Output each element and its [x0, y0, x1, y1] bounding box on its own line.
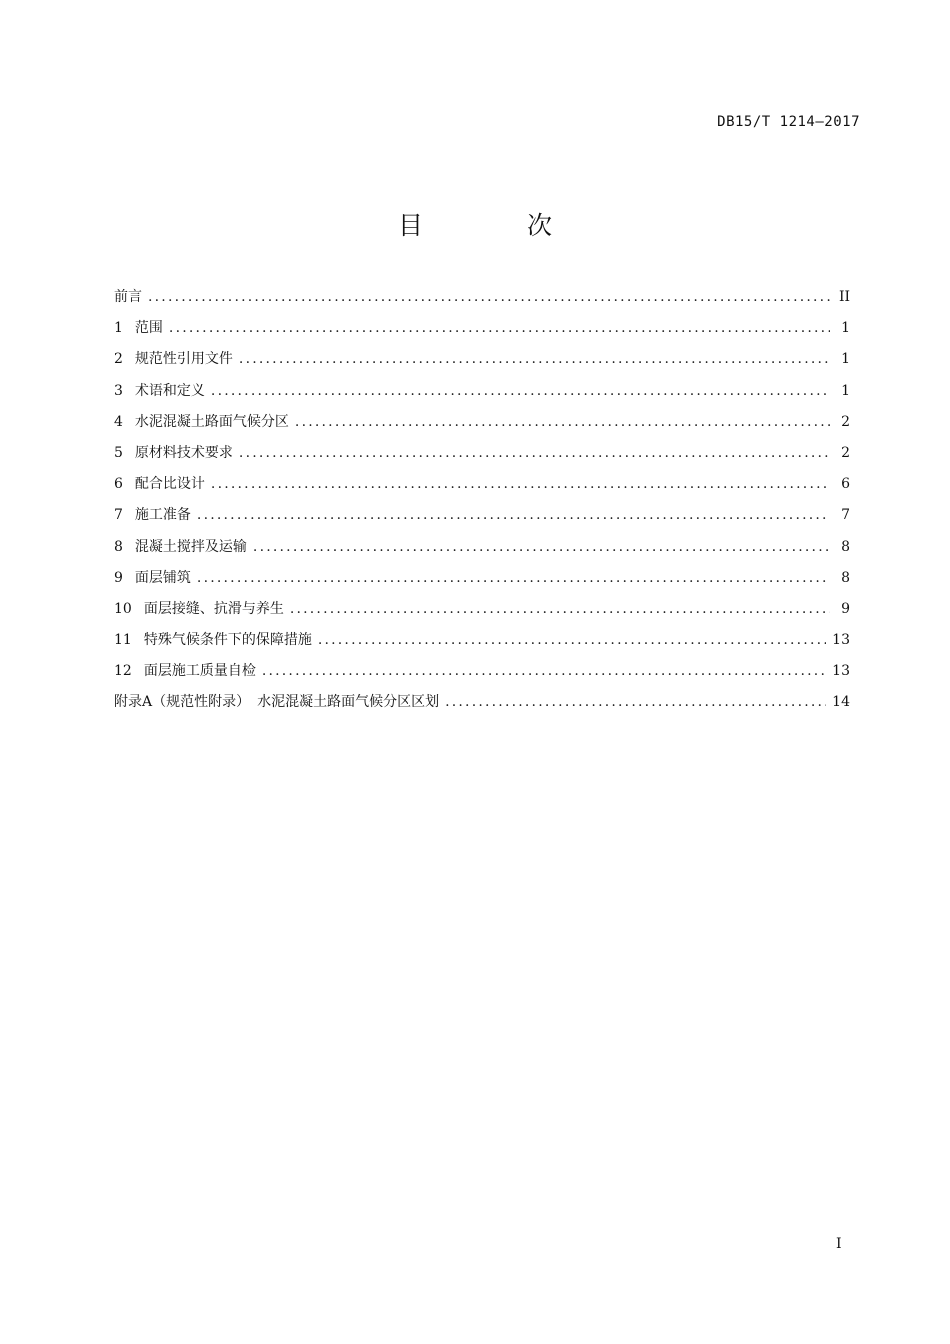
dot-leader — [318, 632, 826, 648]
toc-entry-12[interactable] — [114, 660, 850, 691]
toc-entry-page: 13 — [832, 632, 850, 649]
toc-entry-page: 8 — [841, 538, 850, 555]
toc-entry-3[interactable] — [114, 380, 850, 411]
toc-entry-5[interactable] — [114, 442, 850, 473]
toc-entry-number: 12 — [114, 663, 132, 680]
toc-entry-title: 水泥混凝土路面气候分区 — [134, 413, 289, 430]
dot-leader — [197, 507, 830, 523]
dot-leader — [211, 383, 830, 399]
toc-entry-page: 1 — [841, 382, 850, 399]
toc-entry-title: 面层施工质量自检 — [143, 663, 256, 680]
toc-entry-number: 11 — [114, 632, 132, 649]
toc-entry-title: 特殊气候条件下的保障措施 — [143, 632, 312, 649]
toc-entry-number: 8 — [114, 538, 123, 555]
dot-leader — [445, 694, 826, 710]
toc-entry-page: 9 — [841, 600, 850, 617]
toc-entry-number: 10 — [114, 600, 132, 617]
toc-entry-number: 5 — [114, 444, 123, 461]
toc-entry-preface[interactable] — [114, 286, 850, 317]
toc-entry-title: 前言 — [114, 289, 142, 305]
toc-entry-title: 面层接缝、抗滑与养生 — [143, 600, 284, 617]
toc-entry-page: 1 — [841, 351, 850, 368]
toc-entry-title: 施工准备 — [134, 507, 191, 524]
toc-entry-title: 配合比设计 — [134, 476, 205, 493]
toc-entry-4[interactable] — [114, 411, 850, 442]
toc-entry-8[interactable] — [114, 536, 850, 567]
toc-entry-page: 1 — [841, 320, 850, 337]
toc-entry-page: 13 — [832, 663, 850, 680]
dot-leader — [290, 601, 830, 617]
toc-entry-page: 14 — [832, 694, 850, 711]
toc-entry-title: 附录A（规范性附录） 水泥混凝土路面气候分区区划 — [114, 694, 440, 711]
dot-leader — [253, 539, 830, 555]
toc-entry-number: 6 — [114, 476, 123, 493]
page-number: I — [836, 1236, 842, 1252]
toc-entry-page: II — [838, 289, 850, 305]
toc-entry-appendix-a[interactable] — [114, 691, 850, 722]
dot-leader — [295, 414, 830, 430]
document-code: DB15/T 1214—2017 — [717, 114, 860, 130]
toc-entry-title: 面层铺筑 — [134, 569, 191, 586]
toc-entry-page: 2 — [841, 413, 850, 430]
dot-leader — [262, 663, 826, 679]
toc-entry-7[interactable] — [114, 504, 850, 535]
toc-entry-11[interactable] — [114, 629, 850, 660]
dot-leader — [169, 320, 830, 336]
toc-entry-page: 8 — [841, 569, 850, 586]
toc-entry-number: 3 — [114, 382, 123, 399]
toc-entry-2[interactable] — [114, 348, 850, 379]
dot-leader — [148, 289, 830, 305]
dot-leader — [239, 351, 830, 367]
toc-entry-title: 术语和定义 — [134, 382, 205, 399]
toc-entry-number: 7 — [114, 507, 123, 524]
dot-leader — [211, 476, 830, 492]
dot-leader — [239, 445, 830, 461]
toc-entry-1[interactable] — [114, 317, 850, 348]
toc-entry-6[interactable] — [114, 473, 850, 504]
toc-entry-10[interactable] — [114, 598, 850, 629]
toc-entry-number: 4 — [114, 413, 123, 430]
toc-entry-number: 2 — [114, 351, 123, 368]
table-of-contents — [114, 286, 850, 723]
toc-title: 目 次 — [398, 211, 600, 240]
toc-entry-page: 6 — [841, 476, 850, 493]
toc-entry-title: 混凝土搅拌及运输 — [134, 538, 247, 555]
toc-entry-title: 范围 — [134, 320, 163, 337]
toc-entry-number: 1 — [114, 320, 123, 337]
dot-leader — [197, 570, 830, 586]
toc-entry-number: 9 — [114, 569, 123, 586]
toc-entry-title: 原材料技术要求 — [134, 444, 233, 461]
toc-entry-title: 规范性引用文件 — [134, 351, 233, 368]
toc-entry-page: 2 — [841, 444, 850, 461]
toc-entry-page: 7 — [841, 507, 850, 524]
toc-entry-9[interactable] — [114, 567, 850, 598]
